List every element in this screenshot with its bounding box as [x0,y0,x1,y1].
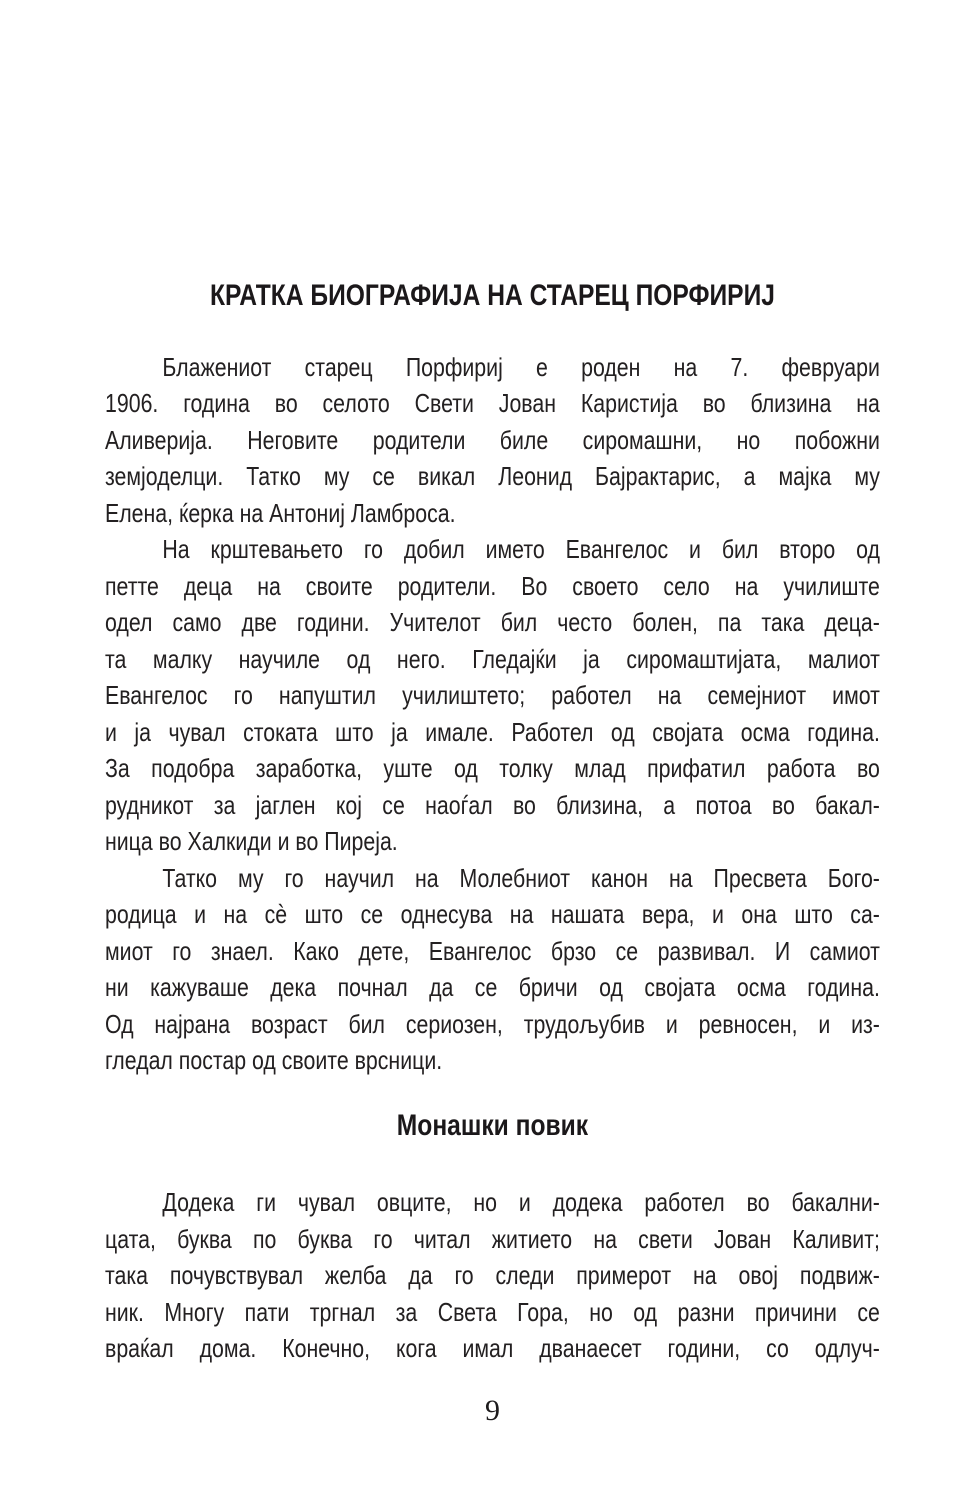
text-line: На крштевањето го добил името Евангелос и бил второ од [162,534,880,564]
text-line: одел само две години. Учителот бил често болен, па така деца- [105,607,880,637]
paragraph [105,1184,880,1367]
paragraph [105,860,880,1079]
text-line: и ја чувал стоката што ја имале. Работел од својата осма година. [105,716,880,747]
text-line: Блажениот старец Порфириј е роден на 7. февруари [162,351,880,382]
text-line: ник. Многу пати тргнал за Света Гора, но од разни причини се [105,1296,880,1327]
text-line: Татко му го научил на Молебниот канон на Пресвета Бого- [162,862,880,893]
text-line: така почувствувал желба да го следи примерот на овој подвиж- [105,1260,880,1290]
text-line: рудникот за јаглен кој се наоѓал во близина, а потоа во бакал- [105,789,880,820]
text-line: земјоделци. Татко му се викал Леонид Бајрактарис, а мајка му [105,461,880,491]
paragraph [105,531,880,860]
text-line: 1906. година во селото Свети Јован Каристија во близина на [105,388,880,418]
text-line: ни кажуваше дека почнал да се бричи од својата осма година. [105,972,880,1002]
text-line: гледал постар од своите врсници. [105,1045,443,1075]
section-heading: Монашки повик [396,1108,589,1142]
text-line: Од најрана возраст бил сериозен, трудољубив и ревносен, и из- [105,1008,880,1039]
text-line: За подобра заработка, уште од толку млад прифатил работа во [105,753,880,783]
text-line: Елена, ќерка на Антониј Ламброса. [105,497,456,528]
page-number: 9 [485,1394,500,1427]
text-line: Додека ги чувал овците, но и додека работел во бакални- [162,1187,880,1217]
text-line: Аливерија. Неговите родители биле сиромашни, но побожни [105,424,880,455]
text-line: та малку научиле од него. Гледајќи ја сиромаштијата, малиот [105,643,880,674]
text-line: родица и на сè што се однесува на нашата вера, и она што са- [105,899,880,929]
text-line: цата, буква по буква го читал житието на свети Јован Каливит; [105,1223,880,1254]
text-line: петте деца на своите родители. Во своето село на училиште [105,570,880,601]
paragraph [105,349,880,532]
text-line: ница во Халкиди и во Пиреја. [105,826,398,856]
text-line: миот го знаел. Како дете, Евангелос брзо се развивал. И самиот [105,935,880,966]
text-line: Евангелос го напуштил училиштето; работел на семејниот имот [105,680,880,710]
text-column [105,270,880,1367]
chapter-title: КРАТКА БИОГРАФИЈА НА СТАРЕЦ ПОРФИРИЈ [209,279,775,312]
text-line: враќал дома. Конечно, кога имал дванаесет години, со одлуч- [105,1333,880,1363]
